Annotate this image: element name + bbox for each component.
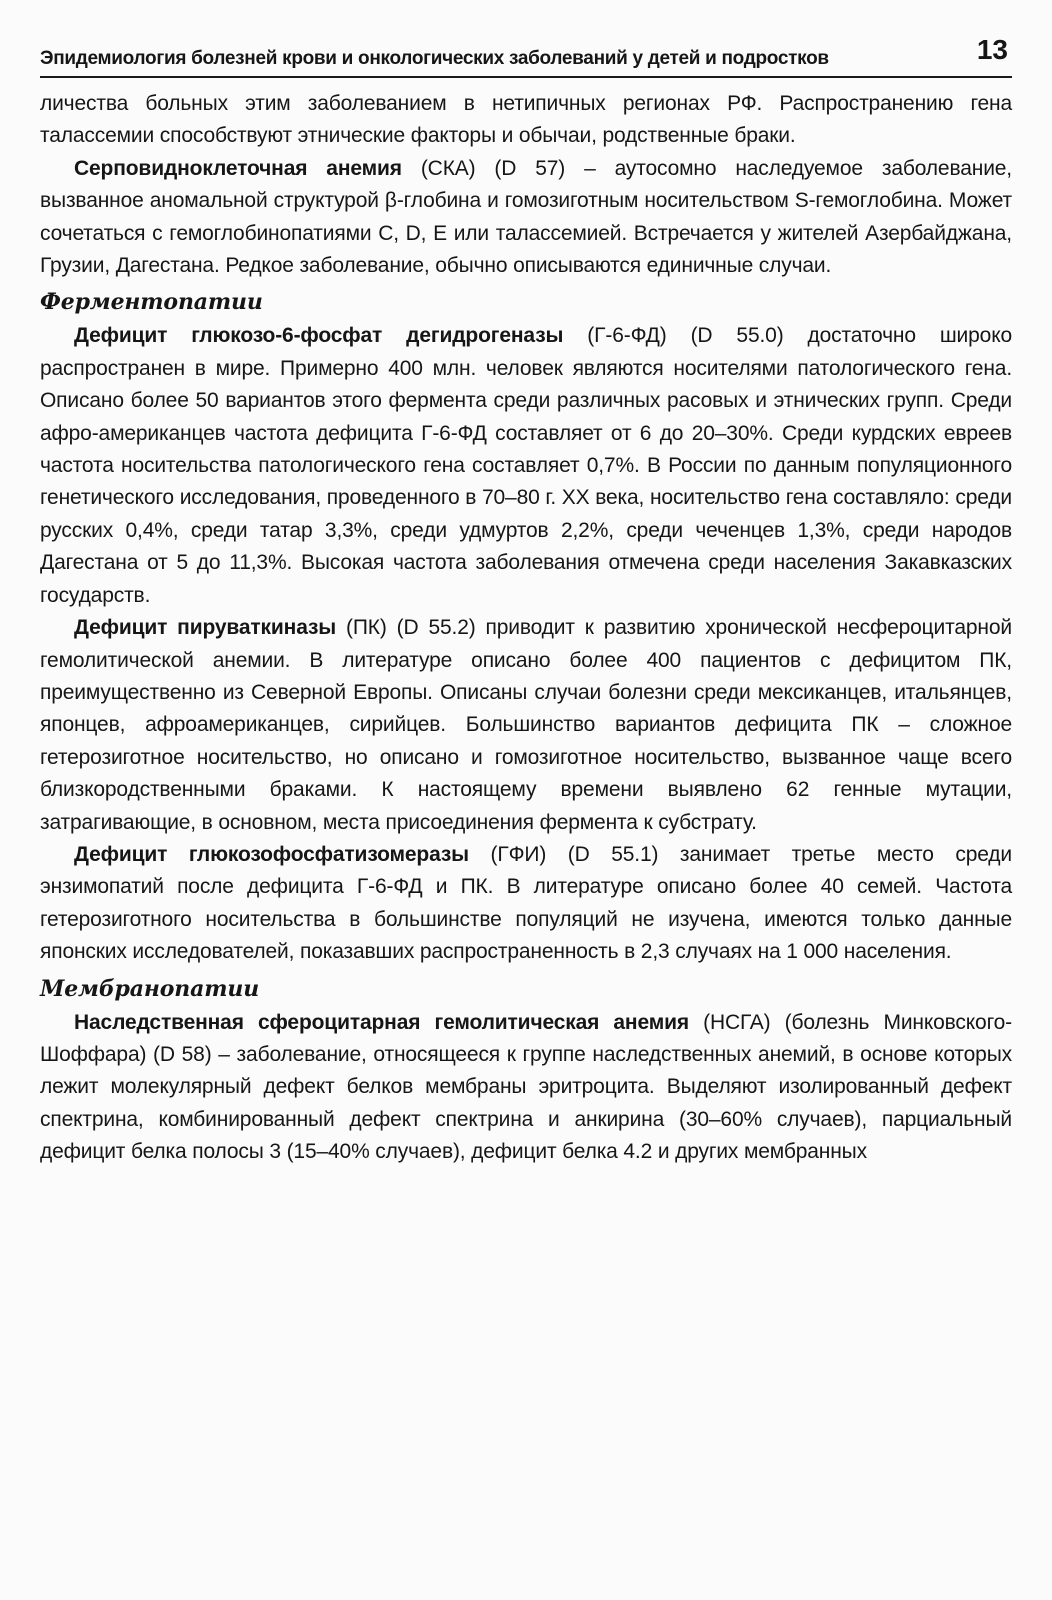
term-hereditary-spherocytosis: Наследственная сфероцитарная гемолитическая анемия [74, 1010, 689, 1034]
paragraph-text: (СКА) (D 57) – аутосомно наследуемое заболевание, вызванное аномальной структурой β-глобина и гомозиготным носительством S-гемоглобина. Может сочетаться с гемоглобинопатиями C, D, E или талассемией. Встречается у жителей Азербайджана, Грузии, Дагестана. Редкое заболевание, обычно описываются единичные случаи. [40, 156, 1012, 278]
term-gpi-deficiency: Дефицит глюкозофосфатизомеразы [74, 842, 469, 866]
paragraph-text: (НСГА) (болезнь Минковского-Шоффара) (D 58) – заболевание, относящееся к группе наследственных анемий, в основе которых лежит молекулярный дефект белков мембраны эритроцита. Выделяют изолированный дефект спектрина, комбинированный дефект спектрина и анкирина (30–60% случаев), парциальный дефицит белка полосы 3 (15–40% случаев), дефицит белка 4.2 и других мембранных [40, 1010, 1012, 1164]
page-number: 13 [976, 34, 1008, 65]
running-title: Эпидемиология болезней крови и онкологических заболеваний у детей и подростков [40, 48, 829, 69]
term-pyruvate-kinase-deficiency: Дефицит пируваткиназы [74, 616, 337, 640]
paragraph-sickle-cell-anemia [40, 153, 1012, 283]
section-heading-membranopathies: Мембранопатии [40, 975, 260, 1002]
paragraph-hereditary-spherocytosis [40, 1007, 1012, 1169]
paragraph-text: (ПК) (D 55.2) приводит к развитию хронической несфероцитарной гемолитической анемии. В литературе описано более 400 пациентов с дефицитом ПК, преимущественно из Северной Европы. Описаны случаи болезни среди мексиканцев, итальянцев, японцев, афроамериканцев, сирийцев. Большинство вариантов дефицита ПК – сложное гетерозиготное носительство, но описано и гомозиготное носительство, вызванное чаще всего близкородственными браками. К настоящему времени выявлено 62 генные мутации, затрагивающие, в основном, места присоединения фермента к субстрату. [40, 616, 1012, 834]
term-sickle-cell-anemia: Серповидноклеточная анемия [74, 156, 402, 180]
paragraph-pyruvate-kinase-deficiency [40, 612, 1012, 839]
paragraph-g6pd-deficiency [40, 320, 1012, 612]
page-body [40, 88, 1012, 1594]
running-header [40, 18, 1012, 78]
paragraph-text: (ГФИ) (D 55.1) занимает третье место среди энзимопатий после дефицита Г-6-ФД и ПК. В литературе описано более 40 семей. Частота гетерозиготного носительства в большинстве популяций не изучена, имеются только данные японских исследователей, показавших распространенность в 2,3 случаях на 1 000 населения. [40, 842, 1012, 964]
paragraph-text: (Г-6-ФД) (D 55.0) достаточно широко распространен в мире. Примерно 400 млн. человек являются носителями патологического гена. Описано более 50 вариантов этого фермента среди различных расовых и этнических групп. Среди афро-американцев частота дефицита Г-6-ФД составляет от 6 до 20–30%. Среди курдских евреев частота носительства патологического гена составляет 0,7%. В России по данным популяционного генетического исследования, проведенного в 70–80 г. XX века, носительство гена составляло: среди русских 0,4%, среди татар 3,3%, среди удмуртов 2,2%, среди чеченцев 1,3%, среди народов Дагестана от 5 до 11,3%. Высокая частота заболевания отмечена среди населения Закавказских государств. [40, 324, 1013, 607]
paragraph-thalassemia-end: личества больных этим заболеванием в нетипичных регионах РФ. Распространению гена талассемии способствуют этнические факторы и обычаи, родственные браки. [40, 92, 1012, 148]
term-g6pd-deficiency: Дефицит глюкозо-6-фосфат дегидрогеназы [74, 324, 564, 348]
section-heading-enzymopathies: Ферментопатии [40, 289, 263, 316]
paragraph-gpi-deficiency [40, 839, 1012, 969]
